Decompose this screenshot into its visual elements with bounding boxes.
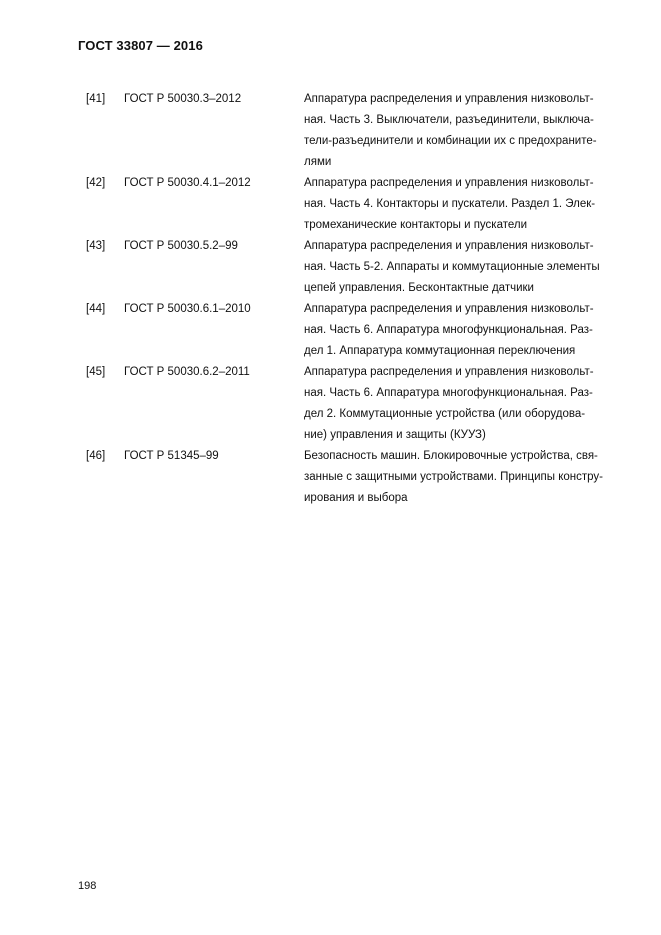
reference-number: [44] [86, 303, 106, 315]
reference-list [0, 89, 661, 509]
reference-item [0, 446, 661, 509]
reference-description [304, 236, 624, 299]
reference-item [0, 89, 661, 173]
reference-item [0, 173, 661, 236]
description-line: лями [304, 156, 332, 168]
reference-description [304, 446, 624, 509]
description-line: ная. Часть 5-2. Аппараты и коммутационные элементы [304, 261, 600, 273]
description-line: ная. Часть 4. Контакторы и пускатели. Раздел 1. Элек- [304, 198, 596, 210]
reference-number: [45] [86, 366, 106, 378]
reference-description [304, 299, 624, 362]
description-line: ирования и выбора [304, 492, 408, 504]
description-line: цепей управления. Бесконтактные датчики [304, 282, 534, 294]
description-line: тромеханические контакторы и пускатели [304, 219, 528, 231]
description-line: ная. Часть 3. Выключатели, разъединители, выключа- [304, 114, 594, 126]
reference-number: [46] [86, 450, 106, 462]
description-line: тели-разъединители и комбинации их с предохраните- [304, 135, 597, 147]
reference-description [304, 89, 624, 173]
description-line: ная. Часть 6. Аппаратура многофункциональная. Раз- [304, 387, 593, 399]
reference-code: ГОСТ Р 50030.6.2–2011 [124, 366, 250, 378]
description-line: Аппаратура распределения и управления низковольт- [304, 303, 594, 315]
reference-item [0, 362, 661, 446]
reference-description [304, 362, 624, 446]
reference-code: ГОСТ Р 50030.6.1–2010 [124, 303, 251, 315]
description-line: Аппаратура распределения и управления низковольт- [304, 177, 594, 189]
description-line: ние) управления и защиты (КУУЗ) [304, 429, 486, 441]
document-header: ГОСТ 33807 — 2016 [78, 38, 203, 53]
description-line: ная. Часть 6. Аппаратура многофункциональная. Раз- [304, 324, 593, 336]
reference-code: ГОСТ Р 51345–99 [124, 450, 219, 462]
description-line: занные с защитными устройствами. Принципы констру- [304, 471, 604, 483]
reference-number: [41] [86, 93, 106, 105]
page-number: 198 [78, 880, 97, 892]
description-line: дел 1. Аппаратура коммутационная переключения [304, 345, 576, 357]
reference-item [0, 236, 661, 299]
reference-description [304, 173, 624, 236]
reference-code: ГОСТ Р 50030.3–2012 [124, 93, 242, 105]
reference-number: [43] [86, 240, 106, 252]
description-line: Безопасность машин. Блокировочные устройства, свя- [304, 450, 598, 462]
reference-number: [42] [86, 177, 106, 189]
description-line: Аппаратура распределения и управления низковольт- [304, 93, 594, 105]
description-line: Аппаратура распределения и управления низковольт- [304, 240, 594, 252]
description-line: дел 2. Коммутационные устройства (или оборудова- [304, 408, 586, 420]
reference-code: ГОСТ Р 50030.4.1–2012 [124, 177, 251, 189]
reference-item [0, 299, 661, 362]
description-line: Аппаратура распределения и управления низковольт- [304, 366, 594, 378]
reference-code: ГОСТ Р 50030.5.2–99 [124, 240, 238, 252]
